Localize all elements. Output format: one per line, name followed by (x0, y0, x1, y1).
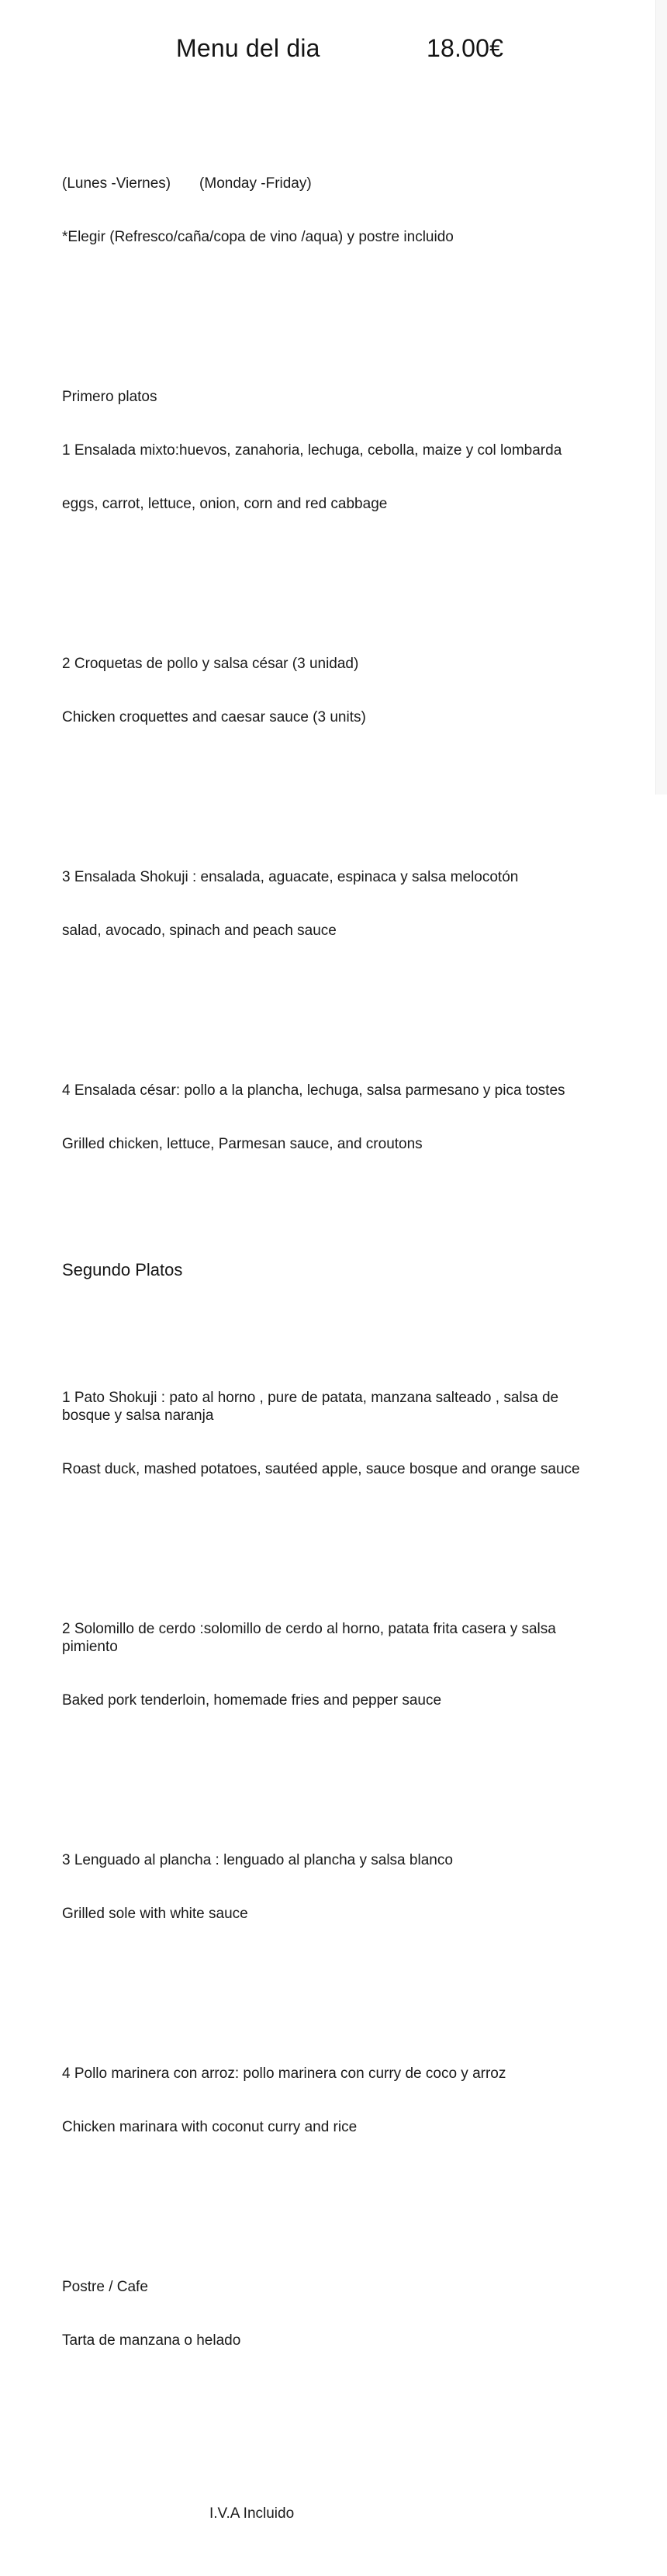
menu-item-es: 3 Lenguado al plancha : lenguado al plancha y salsa blanco (62, 1852, 453, 1868)
menu-item-en: Grilled sole with white sauce (62, 1906, 248, 1922)
first-courses-item-2 (62, 619, 605, 762)
menu-header (0, 34, 667, 65)
page-title: Menu del dia (176, 34, 320, 62)
second-courses-item-3 (62, 1816, 605, 1958)
menu-item-en: eggs, carrot, lettuce, onion, corn and red cabbage (62, 496, 388, 512)
first-courses-label: Primero platos (62, 389, 157, 405)
menu-item-es: 2 Solomillo de cerdo :solomillo de cerdo al horno, patata frita casera y salsa pimiento (62, 1621, 561, 1655)
included-note: *Elegir (Refresco/caña/copa de vino /aqua) y postre incluido (62, 229, 454, 245)
menu-item-en: Roast duck, mashed potatoes, sautéed apple, sauce bosque and orange sauce (62, 1461, 580, 1477)
vat-note: I.V.A Incluido (209, 2505, 295, 2522)
menu-price: 18.00€ (427, 34, 504, 62)
menu-item-en: Baked pork tenderloin, homemade fries and pepper sauce (62, 1692, 442, 1709)
menu-item-es: 1 Pato Shokuji : pato al horno , pure de patata, manzana salteado , salsa de bosque y salsa naranja (62, 1390, 563, 1424)
second-courses-item-2 (62, 1584, 605, 1745)
menu-item-es: 2 Croquetas de pollo y salsa césar (3 unidad) (62, 656, 359, 672)
dessert-paragraph (62, 2242, 605, 2385)
menu-item-es: 3 Ensalada Shokuji : ensalada, aguacate, espinaca y salsa melocotón (62, 869, 519, 885)
second-courses-item-4 (62, 2029, 605, 2172)
dessert-item: Tarta de manzana o helado (62, 2332, 241, 2349)
menu-item-en: Chicken croquettes and caesar sauce (3 units) (62, 709, 366, 725)
menu-item-en: Grilled chicken, lettuce, Parmesan sauce, and croutons (62, 1136, 423, 1152)
schedule-line: (Lunes -Viernes) (Monday -Friday) (62, 175, 312, 192)
dessert-label: Postre / Cafe (62, 2279, 148, 2295)
menu-item-es: 4 Ensalada césar: pollo a la plancha, lechuga, salsa parmesano y pica tostes (62, 1082, 565, 1099)
first-courses-item-3 (62, 833, 605, 975)
first-courses-item-1 (62, 352, 605, 549)
intro-paragraph (62, 139, 605, 282)
menu-content (62, 85, 605, 2576)
menu-item-en: Chicken marinara with coconut curry and rice (62, 2119, 358, 2135)
scrollbar-track[interactable] (655, 0, 667, 795)
second-courses-item-1 (62, 1353, 605, 1514)
second-courses-heading: Segundo Platos (62, 1260, 183, 1279)
menu-item-es: 4 Pollo marinera con arroz: pollo marinera con curry de coco y arroz (62, 2065, 506, 2082)
menu-item-en: salad, avocado, spinach and peach sauce (62, 923, 337, 939)
menu-item-es: 1 Ensalada mixto:huevos, zanahoria, lechuga, cebolla, maize y col lombarda (62, 442, 562, 459)
first-courses-item-4 (62, 1046, 605, 1189)
